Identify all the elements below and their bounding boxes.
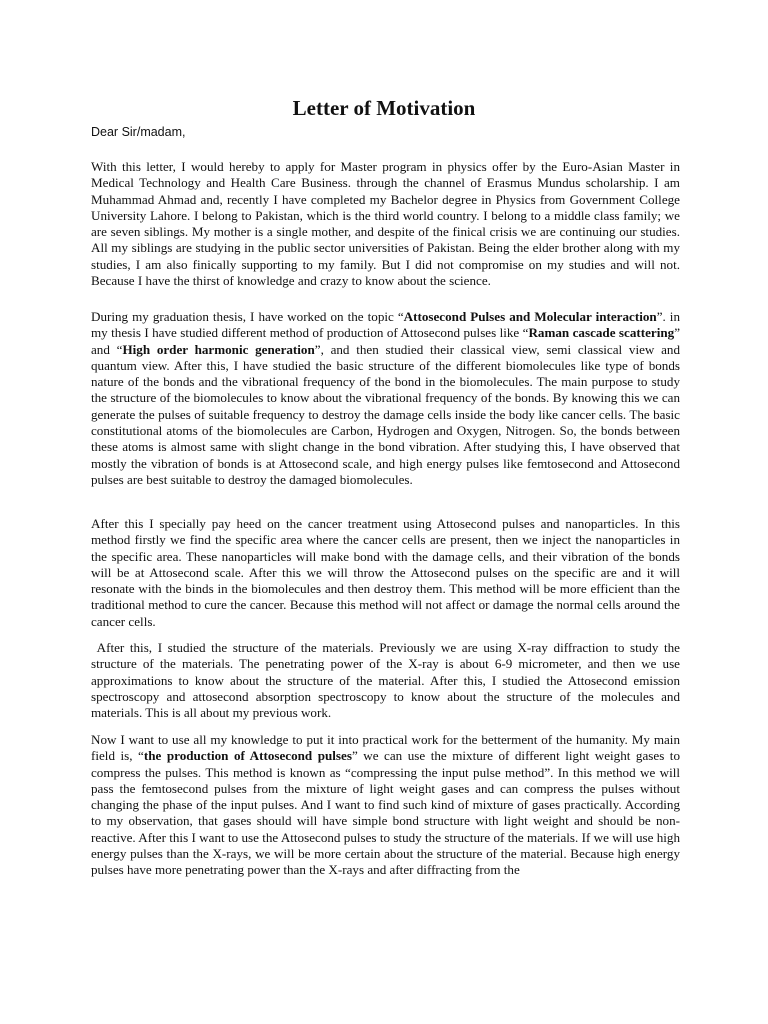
paragraph-text: ”, and then studied their classical view, semi classical view and quantum view. After this, I have studied the basic structure of the different biomolecules like type of bonds nature of the bonds and the vibrational frequency of the bond in the biomolecules. The main purpose to study the structure of the biomolecules to know about the vibrational frequency of the bonds. By knowing this we can generate the pulses of suitable frequency to destroy the damage cells inside the body like cancer cells. The basic constitutional atoms of the biomolecules are Carbon, Hydrogen and Oxygen, Nitrogen. So, the bonds between these atoms is almost same with slight change in the bond vibration. After studying this, I have observed that mostly the vibration of bonds is at Attosecond scale, and high energy pulses like femtosecond and Attosecond pulses are best suitable to destroy the damaged biomolecules. (91, 341, 680, 487)
paragraph-introduction (91, 159, 680, 289)
thesis-topic: Attosecond Pulses and Molecular interaction (403, 309, 657, 324)
method-raman: Raman cascade scattering (528, 325, 675, 341)
paragraph-text: ”. in my thesis I have studied different method of production of Attosecond pulses like “ (91, 309, 680, 341)
paragraph-text: After this, I studied the structure of the materials. Previously we are using X-ray diffraction to study the structure of the materials. The penetrating power of the X-ray is about 6-9 micrometer, and then we use approximations to know about the structure of the material. After this, I studied the Attosecond emission spectroscopy and attosecond absorption spectroscopy to know about the structure of the molecules and materials. This is all about my previous work. (91, 640, 680, 721)
document-title: Letter of Motivation (292, 96, 476, 120)
method-harmonic: High order harmonic generation (122, 341, 315, 357)
paragraph-materials (91, 640, 680, 721)
paragraph-cancer-treatment (91, 516, 680, 630)
paragraph-text: Now I want to use all my knowledge to put it into practical work for the betterment of the humanity. My main field is, “ (91, 732, 680, 764)
paragraph-text: After this I specially pay heed on the cancer treatment using Attosecond pulses and nanoparticles. In this method firstly we find the specific area where the cancer cells are present, then we inject the nanoparticles in the specific area. These nanoparticles will make bond with the damage cells, and their vibration of the bonds will be at Attosecond scale. After this we will throw the Attosecond pulses on the specific are and it will resonate with the binds in the biomolecules and then destroy them. This method will be more efficient than the traditional method to cure the cancer. Because this method will not affect or damage the normal cells around the cancer cells. (91, 516, 680, 629)
paragraph-text: ” we can use the mixture of different light weight gases to compress the pulses. This method is known as “compressing the input pulse method”. In this method we will pass the femtosecond pulses from the mixture of light weight gases and can compress the pulses without changing the phase of the input pulses. And I want to find such kind of mixture of gases practically. According to my observation, that gases should will have simple bond structure with light weight and should be non-reactive. After this I want to use the Attosecond pulses to study the structure of the materials. If we will use high energy pulses than the X-rays, we will be more certain about the structure of the material. Because high energy pulses have more penetrating power than the X-rays and after diffracting from the (91, 748, 680, 878)
paragraph-text: ” and “ (91, 325, 680, 357)
salutation: Dear Sir/madam, (91, 125, 186, 139)
paragraph-text: During my graduation thesis, I have worked on the topic “ (91, 309, 404, 324)
paragraph-thesis (91, 309, 680, 488)
paragraph-future-work (91, 732, 680, 879)
main-field: the production of Attosecond pulses (143, 748, 352, 764)
paragraph-text: With this letter, I would hereby to apply for Master program in physics offer by the Euro-Asian Master in Medical Technology and Health Care Business. through the channel of Erasmus Mundus scholarship. I am Muhammad Ahmad and, recently I have completed my Bachelor degree in Physics from Government College University Lahore. I belong to Pakistan, which is the third world country. I belong to a middle class family; we are seven siblings. My mother is a single mother, and despite of the finical crisis we are continuing our studies. All my siblings are studying in the public sector universities of Pakistan. Being the elder brother along with my studies, I am also finically supporting to my family. But I did not compromise on my studies and will not. Because I have the thirst of knowledge and crazy to know about the science. (91, 159, 680, 289)
